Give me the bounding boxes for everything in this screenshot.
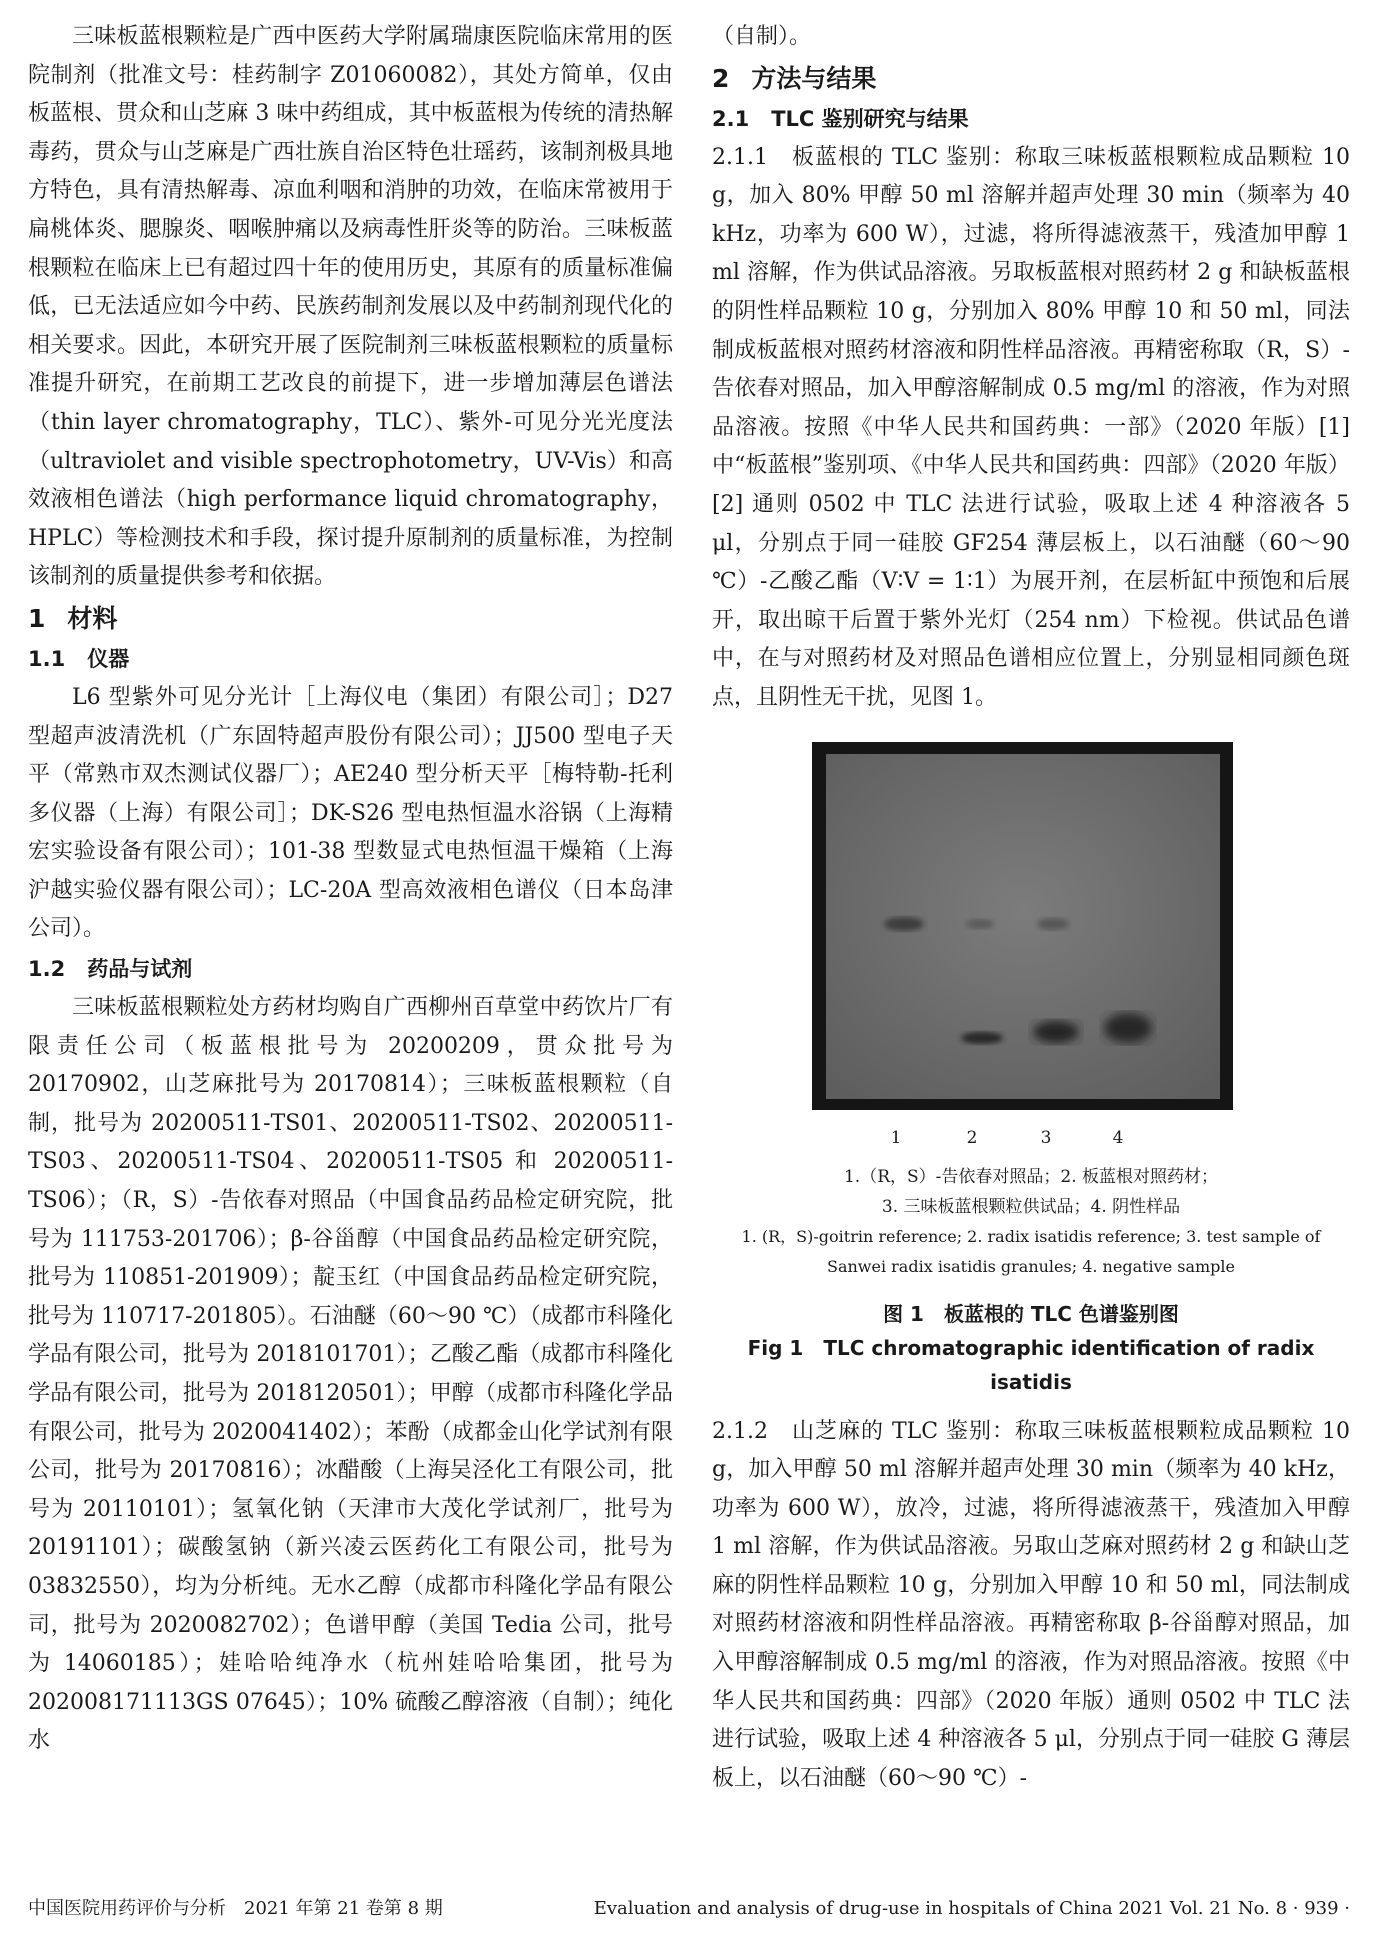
lane-label-1: 1 <box>890 1127 902 1148</box>
figure-caption-en-line2: Sanwei radix isatidis granules; 4. negative sample <box>826 1256 1235 1276</box>
lane-label-4: 4 <box>1112 1127 1124 1148</box>
right-column <box>712 18 1350 1798</box>
intro-paragraph: 三味板蓝根颗粒是广西中医药大学附属瑞康医院临床常用的医院制剂（批准文号：桂药制字 Z01060082），其处方简单，仅由板蓝根、贯众和山芝麻 3 味中药组成，其中板蓝根为传统的清热解毒药，贯众与山芝麻是广西壮族自治区特色壮瑶药，该制剂极具地方特色，具有清热解毒、凉血利咽和消肿的功效，在临床常被用于扁桃体炎、腮腺炎、咽喉肿痛以及病毒性肝炎等的防治。三味板蓝根颗粒在临床上已有超过四十年的使用历史，其原有的质量标准偏低，已无法适应如今中药、民族药制剂发展以及中药制剂现代化的相关要求。因此，本研究开展了医院制剂三味板蓝根颗粒的质量标准提升研究，在前期工艺改良的前提下，进一步增加薄层色谱法（thin layer chromatography，TLC）、紫外-可见分光光度法（ultraviolet and visible spectrophotometry，UV-Vis）和高效液相色谱法（high performance liquid chromatography，HPLC）等检测技术和手段，探讨提升原制剂的质量标准，为控制该制剂的质量提供参考和依据。 <box>28 24 673 590</box>
section-number: 2 <box>712 63 730 93</box>
figure-caption-cn-line2: 3. 三味板蓝根颗粒供试品；4. 阴性样品 <box>881 1196 1181 1217</box>
tlc-plate-svg <box>812 742 1233 1110</box>
section-1-2-heading <box>28 949 673 989</box>
spot-lane-2-lower <box>961 1032 1003 1044</box>
section-number: 1.2 <box>28 957 66 982</box>
figure-title-cn: 图 1 板蓝根的 TLC 色谱鉴别图 <box>883 1301 1179 1326</box>
section-number: 1.1 <box>28 646 66 671</box>
figure-caption-en-line1: 1. (R，S)-goitrin reference; 2. radix isatidis reference; 3. test sample of <box>741 1226 1321 1246</box>
continued-text: （自制）。 <box>712 24 812 49</box>
instruments-paragraph: L6 型紫外可见分光计［上海仪电（集团）有限公司］；D27 型超声波清洗机（广东固特超声股份有限公司）；JJ500 型电子天平（常熟市双杰测试仪器厂）；AE240 型分析天平［梅特勒-托利多仪器（上海）有限公司］；DK-S26 型电热恒温水浴锅（上海精宏实验设备有限公司）；101-38 型数显式电热恒温干燥箱（上海沪越实验仪器有限公司）；LC-20A 型高效液相色谱仪（日本岛津公司）。 <box>28 684 673 942</box>
figure-title-en: Fig 1 TLC chromatographic identification of radix isatidis <box>747 1335 1315 1394</box>
section-title: 材料 <box>67 603 118 633</box>
lane-labels <box>812 1128 1233 1152</box>
section-number: 2.1 <box>712 106 750 131</box>
spot-lane-3-upper <box>1037 918 1069 930</box>
section-title: 仪器 <box>87 646 130 671</box>
lane-label-2: 2 <box>966 1127 978 1148</box>
section-title: TLC 鉴别研究与结果 <box>771 106 969 131</box>
reagents-paragraph: 三味板蓝根颗粒处方药材均购自广西柳州百草堂中药饮片厂有限责任公司（板蓝根批号为 20200209，贯众批号为 20170902，山芝麻批号为 20170814）；三味板蓝根颗粒（自制，批号为 20200511-TS01、20200511-TS02、20200511-TS03、20200511-TS04、20200511-TS05 和 20200511-TS06）；（R，S）-告依春对照品（中国食品药品检定研究院，批号为 111753-201706）；β-谷甾醇（中国食品药品检定研究院，批号为 110851-201909）；靛玉红（中国食品药品检定研究院，批号为 110717-201805）。石油醚（60～90 ℃）（成都市科隆化学品有限公司，批号为 2018101701）；乙酸乙酯（成都市科隆化学品有限公司，批号为 2018120501）；甲醇（成都市科隆化学品有限公司，批号为 2020041402）；苯酚（成都金山化学试剂有限公司，批号为 20170816）；冰醋酸（上海吴泾化工有限公司，批号为 20110101）；氢氧化钠（天津市大茂化学试剂厂，批号为 20191101）；碳酸氢钠（新兴凌云医药化工有限公司，批号为 03832550），均为分析纯。无水乙醇（成都市科隆化学品有限公司，批号为 2020082702）；色谱甲醇（美国 Tedia 公司，批号为 14060185）；娃哈哈纯净水（杭州娃哈哈集团，批号为 202008171113GS 07645）；10% 硫酸乙醇溶液（自制）；纯化水 <box>28 995 673 1754</box>
section-2-1-heading <box>712 99 1350 139</box>
left-column <box>28 18 673 1761</box>
figure-caption-cn-line1: 1.（R，S）-告依春对照品；2. 板蓝根对照药材； <box>843 1166 1219 1187</box>
section-1-1-heading <box>28 639 673 679</box>
section-title: 药品与试剂 <box>87 957 193 982</box>
section-number: 1 <box>28 603 46 633</box>
section-title: 方法与结果 <box>751 63 877 93</box>
tlc-plate-image <box>812 742 1233 1110</box>
spot-lane-1-upper <box>884 917 924 931</box>
spot-lane-2-upper <box>966 919 994 929</box>
paragraph-2-1-2: 2.1.2 山芝麻的 TLC 鉴别：称取三味板蓝根颗粒成品颗粒 10 g，加入甲醇 50 ml 溶解并超声处理 30 min（频率为 40 kHz，功率为 600 W），放冷，过滤，将所得滤液蒸干，残渣加入甲醇 1 ml 溶解，作为供试品溶液。另取山芝麻对照药材 2 g 和缺山芝麻的阴性样品颗粒 10 g，分别加入甲醇 10 和 50 ml，同法制成对照药材溶液和阴性样品溶液。再精密称取 β-谷甾醇对照品，加入甲醇溶解制成 0.5 mg/ml 的溶液，作为对照品溶液。按照《中华人民共和国药典：四部》（2020 年版）通则 0502 中 TLC 法进行试验，吸取上述 4 种溶液各 5 μl，分别点于同一硅胶 G 薄层板上，以石油醚（60～90 ℃）- <box>712 1418 1350 1791</box>
figure-1 <box>712 742 1350 1297</box>
spot-lane-4-lower <box>1104 1013 1152 1043</box>
footer-journal-en: Evaluation and analysis of drug-use in hospitals of China 2021 Vol. 21 No. 8 · 939 · <box>593 1898 1350 1919</box>
section-1-heading <box>28 599 673 639</box>
silica-layer <box>826 754 1220 1099</box>
lane-label-3: 3 <box>1040 1127 1052 1148</box>
section-2-heading <box>712 59 1350 99</box>
footer-journal-cn: 中国医院用药评价与分析 2021 年第 21 卷第 8 期 <box>28 1898 443 1919</box>
spot-lane-3-lower <box>1033 1021 1079 1043</box>
page-footer <box>28 1895 1350 1923</box>
paragraph-2-1-1: 2.1.1 板蓝根的 TLC 鉴别：称取三味板蓝根颗粒成品颗粒 10 g，加入 80% 甲醇 50 ml 溶解并超声处理 30 min（频率为 40 kHz，功率为 600 W），过滤，将所得滤液蒸干，残渣加甲醇 1 ml 溶解，作为供试品溶液。另取板蓝根对照药材 2 g 和缺板蓝根的阴性样品颗粒 10 g，分别加入 80% 甲醇 10 和 50 ml，同法制成板蓝根对照药材溶液和阴性样品溶液。再精密称取（R，S）-告依春对照品，加入甲醇溶解制成 0.5 mg/ml 的溶液，作为对照品溶液。按照《中华人民共和国药典：一部》（2020 年版）[1] 中“板蓝根”鉴别项、《中华人民共和国药典：四部》（2020 年版）[2] 通则 0502 中 TLC 法进行试验，吸取上述 4 种溶液各 5 μl，分别点于同一硅胶 GF254 薄层板上，以石油醚（60～90 ℃）-乙酸乙酯（V∶V = 1∶1）为展开剂，在层析缸中预饱和后展开，取出晾干后置于紫外光灯（254 nm）下检视。供试品色谱中，在与对照药材及对照品色谱相应位置上，分别显相同颜色斑点，且阴性无干扰，见图 1。 <box>712 144 1350 710</box>
